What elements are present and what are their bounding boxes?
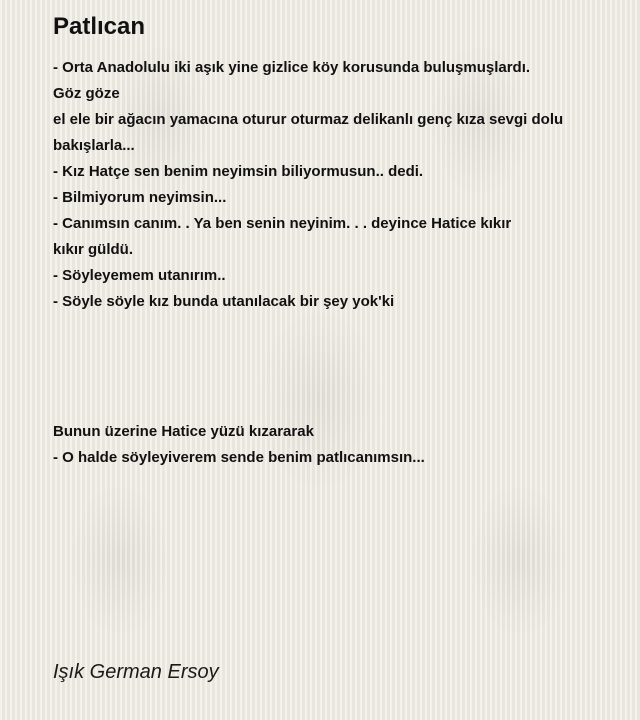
poem-author: Işık German Ersoy xyxy=(53,661,219,683)
poem-line: el ele bir ağacın yamacına oturur oturmaz delikanlı genç kıza sevgi dolu xyxy=(53,111,564,128)
poem-line: - Orta Anadolulu iki aşık yine gizlice köy korusunda buluşmuşlardı. xyxy=(53,59,531,76)
poem-blank-line xyxy=(53,341,613,367)
poem-line: - Kız Hatçe sen benim neyimsin biliyormusun.. dedi. xyxy=(53,163,424,180)
poem-page xyxy=(53,12,613,471)
poem-title: Patlıcan xyxy=(53,13,146,40)
poem-line: - Söyleyemem utanırım.. xyxy=(53,267,226,284)
poem-blank-line xyxy=(53,367,613,393)
poem-line: kıkır güldü. xyxy=(53,241,134,258)
poem-body xyxy=(53,55,613,471)
poem-blank-line xyxy=(53,315,613,341)
poem-line: Bunun üzerine Hatice yüzü kızararak xyxy=(53,423,314,440)
poem-blank-line xyxy=(53,393,613,419)
poem-line: - Bilmiyorum neyimsin... xyxy=(53,189,227,206)
poem-line: - Canımsın canım. . Ya ben senin neyinim. . . deyince Hatice kıkır xyxy=(53,215,512,232)
poem-line: - Söyle söyle kız bunda utanılacak bir şey yok'ki xyxy=(53,293,395,310)
poem-line: bakışlarla... xyxy=(53,137,135,154)
poem-line: Göz göze xyxy=(53,85,120,102)
poem-line: - O halde söyleyiverem sende benim patlıcanımsın... xyxy=(53,449,425,466)
